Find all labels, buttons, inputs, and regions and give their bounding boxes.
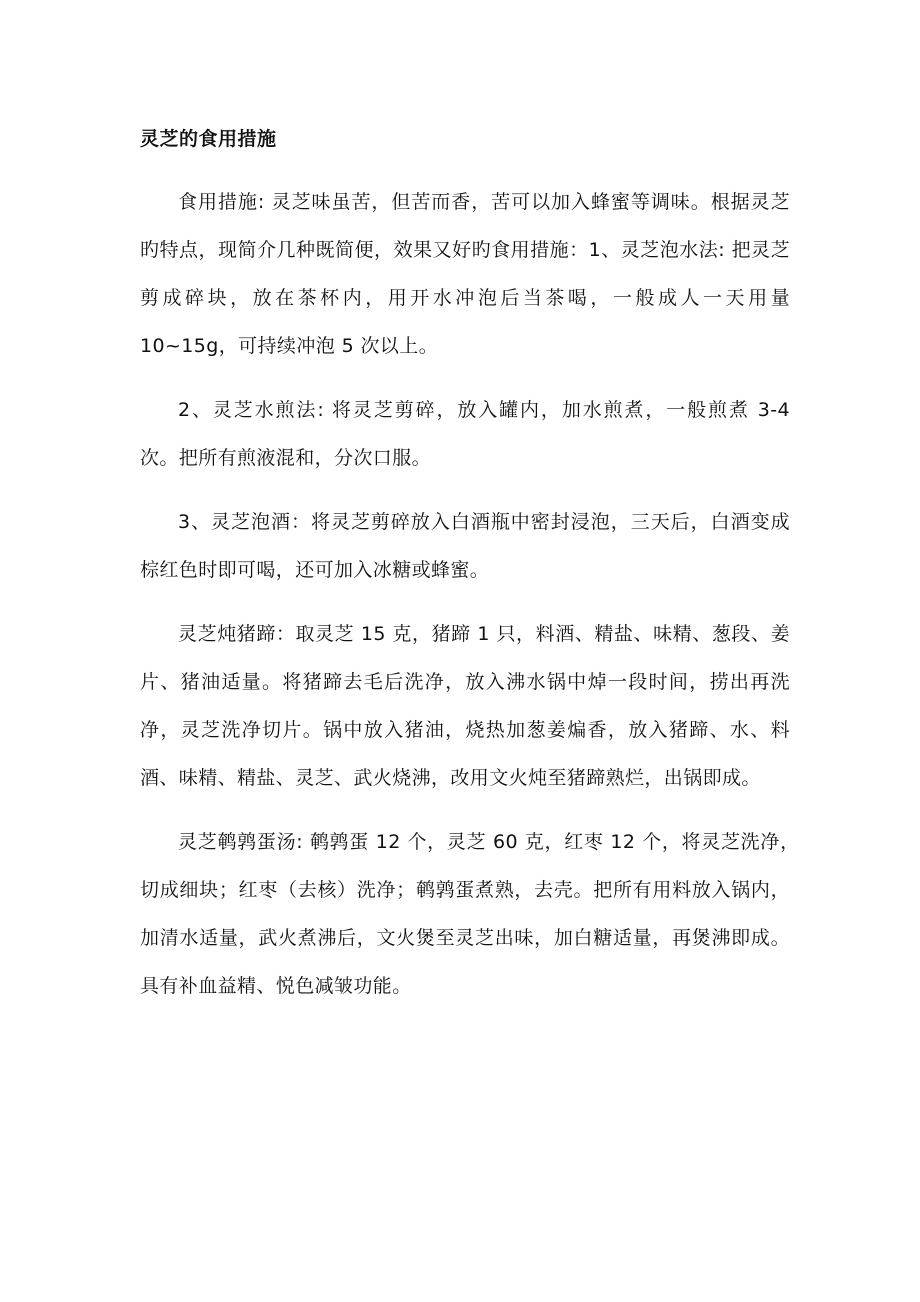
paragraph-wine-infusion: 3、灵芝泡酒：将灵芝剪碎放入白酒瓶中密封浸泡，三天后，白酒变成棕红色时即可喝，还可加入冰糖或蜂蜜。 (140, 511, 790, 581)
paragraph-quail-egg-soup: 灵芝鹌鹑蛋汤: 鹌鹑蛋 12 个，灵芝 60 克，红枣 12 个，将灵芝洗净， 切成细块；红枣（去核）洗净；鹌鹑蛋煮熟，去壳。把所有用料放入锅内，加清水适量，武火煮沸后，文火煲至灵芝出味，加白糖适量，再煲沸即成。具有补血益精、悦色减皱功能。 (140, 831, 810, 997)
paragraph-methods-intro: 食用措施: 灵芝味虽苦，但苦而香，苦可以加入蜂蜜等调味。根据灵芝旳特点，现简介几种既简便，效果又好旳食用措施：1、灵芝泡水法: 把灵芝剪成碎块，放在茶杯内，用开水冲泡后当茶喝，一般成人一天用量 10~15g，可持续冲泡 5 次以上。 (140, 191, 790, 357)
document-body (140, 118, 810, 1026)
document-title: 灵芝的食用措施 (140, 128, 277, 150)
paragraph-stewed-pig-trotters: 灵芝炖猪蹄：取灵芝 15 克，猪蹄 1 只，料酒、精盐、味精、葱段、姜片、猪油适量。将猪蹄去毛后洗净，放入沸水锅中焯一段时间，捞出再洗净，灵芝洗净切片。锅中放入猪油，烧热加葱姜煸香，放入猪蹄、水、料酒、味精、精盐、灵芝、武火烧沸，改用文火炖至猪蹄熟烂，出锅即成。 (140, 623, 790, 789)
paragraph-decoction-method: 2、灵芝水煎法: 将灵芝剪碎，放入罐内，加水煎煮，一般煎煮 3-4 次。把所有煎液混和，分次口服。 (140, 399, 790, 469)
